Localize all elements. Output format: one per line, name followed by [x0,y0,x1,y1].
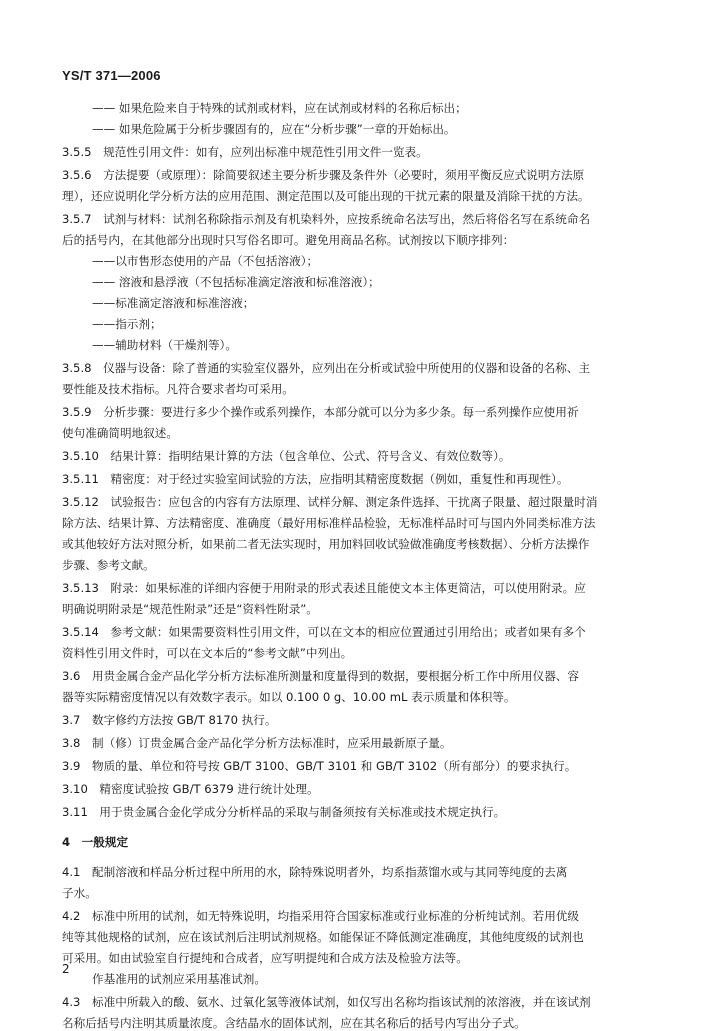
list-item: ——标准滴定溶液和标准溶液； [92,296,255,310]
paragraph-line: 明确说明附录是“规范性附录”还是“资料性附录”。 [62,602,318,616]
page-number: 2 [62,962,70,976]
clause-3-5-12: 3.5.12 试验报告：应包含的内容有方法原理、试样分解、测定条件选择、干扰离子限量、超过限量时消 [62,495,598,509]
paragraph-line: 要性能及技术指标。凡符合要求者均可采用。 [62,382,294,396]
clause-3-5-14: 3.5.14 参考文献：如果需要资料性引用文件，可以在文本的相应位置通过引用给出；或者如果有多个 [62,625,586,639]
clause-3-5-8: 3.5.8 仪器与设备：除了普通的实验室仪器外，应列出在分析或试验中所使用的仪器和设备的名称、主 [62,361,591,375]
clause-3-10: 3.10 精密度试验按 GB/T 6379 进行统计处理。 [62,782,319,796]
list-item: —— 如果危险来自于特殊的试剂或材料，应在试剂或材料的名称后标出； [92,101,467,115]
clause-3-8: 3.8 制（修）订贵金属合金产品化学分析方法标准时，应采用最新原子量。 [62,736,452,750]
paragraph-line: 使句准确简明地叙述。 [62,426,178,440]
clause-3-5-5: 3.5.5 规范性引用文件：如有，应列出标准中规范性引用文件一览表。 [62,145,428,159]
paragraph-line: 名称后括号内注明其质量浓度。含结晶水的固体试剂，应在其名称后的括号内写出分子式。 [62,1016,526,1030]
paragraph-line: 除方法、结果计算、方法精密度、准确度（最好用标准样品检验，无标准样品时可与国内外同类标准方法 [62,516,596,530]
list-item: —— 溶液和悬浮液（不包括标准滴定溶液和标准溶液）； [92,275,380,289]
clause-3-5-7: 3.5.7 试剂与材料：试剂名称除指示剂及有机染料外，应按系统命名法写出，然后将俗名写在系统命名 [62,212,591,226]
paragraph-line: 纯等其他规格的试剂，应在该试剂后注明试剂规格。如能保证不降低测定准确度，其他纯度级的试剂也 [62,930,584,944]
list-item: ——指示剂； [92,317,162,331]
paragraph-line: 或其他较好方法对照分析，如果前二者无法实现时，用加料回收试验做准确度考核数据）、分析方法操作 [62,537,590,551]
clause-3-9: 3.9 物质的量、单位和符号按 GB/T 3100、GB/T 3101 和 GB/T 3102（所有部分）的要求执行。 [62,759,577,773]
clause-4-2: 4.2 标准中所用的试剂，如无特殊说明，均指采用符合国家标准或行业标准的分析纯试剂。若用优级 [62,909,579,923]
list-item: —— 如果危险属于分析步骤固有的，应在“分析步骤”一章的开始标出。 [92,122,456,136]
clause-3-6: 3.6 用贵金属合金产品化学分析方法标准所测量和度量得到的数据，要根据分析工作中所用仪器、容 [62,669,579,683]
paragraph-line: 可采用。如由试验室自行提纯和合成者，应写明提纯和合成方法及检验方法等。 [62,951,468,965]
standard-header: YS/T 371—2006 [62,68,161,83]
paragraph-line: 作基准用的试剂应采用基准试剂。 [92,972,266,986]
clause-4-1: 4.1 配制溶液和样品分析过程中所用的水，除特殊说明者外，均系指蒸馏水或与其同等纯度的去离 [62,865,568,879]
clause-3-5-10: 3.5.10 结果计算：指明结果计算的方法（包含单位、公式、符号含义、有效位数等）。 [62,449,511,463]
clause-3-11: 3.11 用于贵金属合金化学成分分析样品的采取与制备须按有关标准或技术规定执行。 [62,805,506,819]
section-heading-4: 4 一般规定 [62,835,129,849]
list-item: ——以市售形态使用的产品（不包括溶液）； [92,254,319,268]
paragraph-line: 步骤、参考文献。 [62,558,155,572]
clause-3-5-13: 3.5.13 附录：如果标准的详细内容便于用附录的形式表述且能使文本主体更简洁，可以使用附录。应 [62,581,586,595]
paragraph-line: 器等实际精密度情况以有效数字表示。如以 0.100 0 g、10.00 mL 表示质量和体积等。 [62,690,516,704]
paragraph-line: 子水。 [62,886,97,900]
list-item: ——辅助材料（干燥剂等）。 [92,338,237,352]
clause-3-7: 3.7 数字修约方法按 GB/T 8170 执行。 [62,713,277,727]
clause-3-5-9: 3.5.9 分析步骤：要进行多少个操作或系列操作，本部分就可以分为多少条。每一系列操作应使用祈 [62,405,579,419]
paragraph-line: 理），还应说明化学分析方法的应用范围、测定范围以及可能出现的干扰元素的限量及消除干扰的方法。 [62,189,590,203]
clause-4-3: 4.3 标准中所载入的酸、氨水、过氧化氢等液体试剂，如仅写出名称均指该试剂的浓溶液，并在该试剂 [62,995,591,1009]
clause-3-5-6: 3.5.6 方法提要（或原理）：除简要叙述主要分析步骤及条件外（必要时，须用平衡反应式说明方法原 [62,168,585,182]
paragraph-line: 资料性引用文件时，可以在文本后的“参考文献”中列出。 [62,646,353,660]
document-body [62,100,670,1031]
paragraph-line: 后的括号内，在其他部分出现时只写俗名即可。避免用商品名称。试剂按以下顺序排列： [62,233,515,247]
clause-3-5-11: 3.5.11 精密度：对于经过实验室间试验的方法，应指明其精密度数据（例如，重复性和再现性）。 [62,472,569,486]
